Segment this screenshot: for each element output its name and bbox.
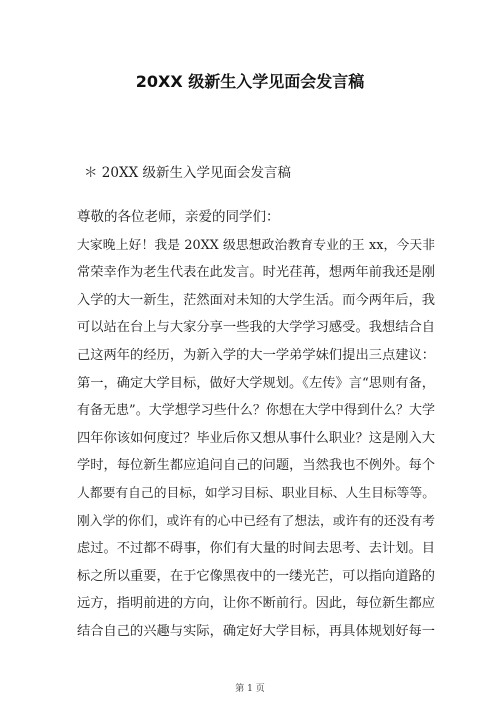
body-line: 四年你该如何度过？毕业后你又想从事什么职业？这是刚入大 [77,430,435,446]
body-line: 可以站在台上与大家分享一些我的大学学习感受。我想结合自 [77,320,435,336]
body-line: 学时，每位新生都应追问自己的问题，当然我也不例外。每个 [77,458,435,474]
body-line: 标之所以重要，在于它像黑夜中的一缕光芒，可以指向道路的 [77,568,435,584]
body-line: 刚入学的你们，或许有的心中已经有了想法，或许有的还没有考 [77,513,435,529]
body-line: 第一，确定大学目标，做好大学规划。《左传》言“思则有备， [77,375,435,391]
body-line: 有备无患”。大学想学习些什么？你想在大学中得到什么？大学 [77,403,435,419]
body-line: 常荣幸作为老生代表在此发言。时光荏苒，想两年前我还是刚 [77,265,435,281]
body-line: 结合自己的兴趣与实际，确定好大学目标，再具体规划好每一 [77,623,435,639]
page-number: 第 1 页 [235,684,265,694]
body-line: 尊敬的各位老师，亲爱的同学们： [77,209,280,225]
document-title: 20XX 级新生入学见面会发言稿 [135,72,365,91]
document-body [77,204,435,646]
body-line: 入学的大一新生，茫然面对未知的大学生活。而今两年后，我 [77,292,435,308]
body-line: 虑过。不过都不碍事，你们有大量的时间去思考、去计划。目 [77,541,435,557]
body-line: 人都要有自己的目标，如学习目标、职业目标、人生目标等等。 [77,485,435,501]
body-line: 己这两年的经历，为新入学的大一学弟学妹们提出三点建议： [77,347,435,363]
document-subtitle: ＊ 20XX 级新生入学见面会发言稿 [84,165,291,181]
body-line: 远方，指明前进的方向，让你不断前行。因此，每位新生都应 [77,596,435,612]
body-line: 大家晚上好！我是 20XX 级思想政治教育专业的王 xx，今天非 [77,237,435,253]
